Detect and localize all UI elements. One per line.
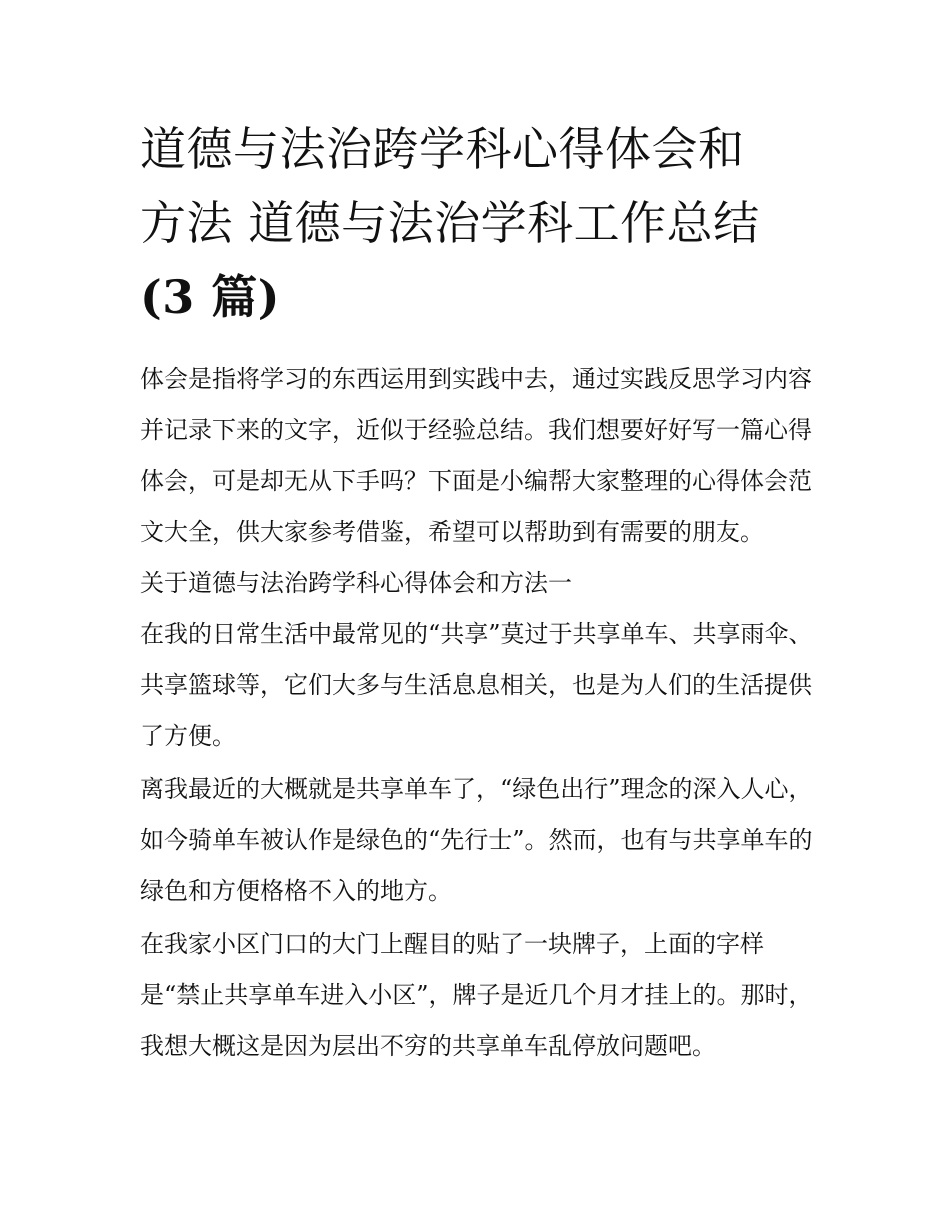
document-content	[140, 112, 820, 1074]
body-paragraph: 在我的日常生活中最常见的“共享”莫过于共享单车、共享雨伞、共享篮球等，它们大多与生活息息相关，也是为人们的生活提供了方便。	[140, 620, 813, 750]
body-paragraph: 在我家小区门口的大门上醒目的贴了一块牌子，上面的字样是“禁止共享单车进入小区”，牌子是近几个月才挂上的。那时，我想大概这是因为层出不穷的共享单车乱停放问题吧。	[140, 930, 813, 1060]
document-title	[140, 112, 820, 334]
intro-paragraph: 体会是指将学习的东西运用到实践中去，通过实践反思学习内容并记录下来的文字，近似于经验总结。我们想要好好写一篇心得体会，可是却无从下手吗？下面是小编帮大家整理的心得体会范文大全，供大家参考借鉴，希望可以帮助到有需要的朋友。	[140, 365, 812, 546]
title-line-3: (3 篇)	[140, 270, 281, 324]
body-paragraph: 离我最近的大概就是共享单车了，“绿色出行”理念的深入人心，如今骑单车被认作是绿色的“先行士”。然而，也有与共享单车的绿色和方便格格不入的地方。	[140, 775, 813, 905]
section-heading: 关于道德与法治跨学科心得体会和方法一	[140, 569, 572, 597]
title-line-2: 方法 道德与法治学科工作总结	[140, 196, 760, 250]
title-line-1: 道德与法治跨学科心得体会和	[140, 122, 745, 176]
document-body	[140, 354, 820, 1072]
